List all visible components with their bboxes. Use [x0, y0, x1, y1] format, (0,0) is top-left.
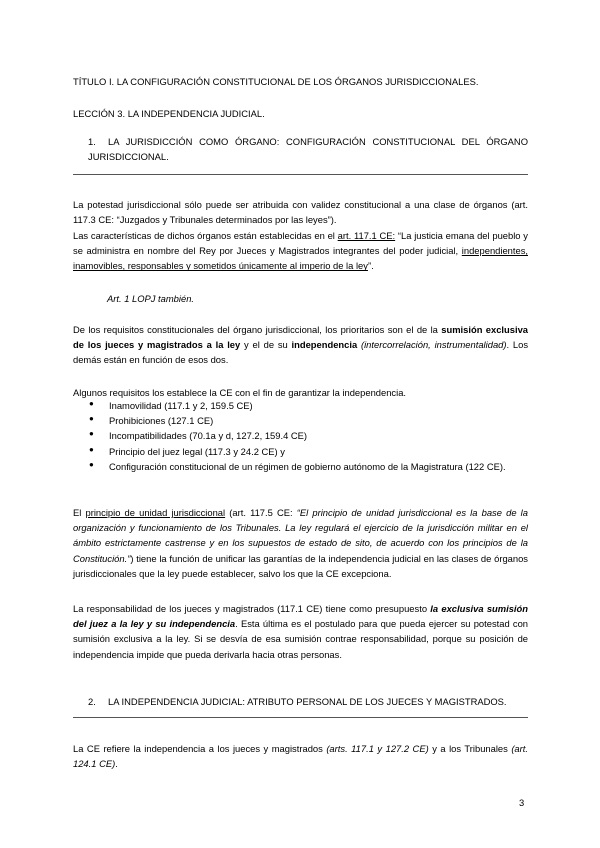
- section-2-divider: [73, 717, 528, 718]
- paragraph-algunos-requisitos: Algunos requisitos los establece la CE con el fin de garantizar la independencia.: [73, 387, 407, 398]
- lesson-heading: LECCIÓN 3. LA INDEPENDENCIA JUDICIAL.: [73, 108, 265, 119]
- document-title: TÍTULO I. LA CONFIGURACIÓN CONSTITUCIONAL DE LOS ÓRGANOS JURISDICCIONALES.: [73, 76, 479, 87]
- art-117-1-link[interactable]: art. 117.1 CE:: [337, 230, 396, 241]
- p6-underlined: principio de unidad jurisdiccional: [85, 507, 226, 518]
- p6-text-c: ) tiene la función de unificar las garantías de la independencia judicial en las clases de órganos jurisdiccionales que la ley puede establecer, salvo los que la CE excepciona.: [73, 552, 528, 579]
- paragraph-potestad: La potestad jurisdiccional sólo puede ser atribuida con validez constitucional a una clase de órganos (art. 117.3 CE: “Juzgados y Tribunales determinados por las leyes”).: [73, 199, 528, 226]
- p2-text-a: Las características de dichos órganos están establecidas en el: [73, 230, 338, 241]
- paragraph-responsabilidad: [73, 601, 528, 662]
- paragraph-requisitos: [73, 322, 528, 368]
- p8-text-b: y a los Tribunales: [428, 743, 512, 754]
- paragraph-unidad-jurisdiccional: [73, 505, 528, 581]
- p6-italic-quote: “El principio de unidad jurisdiccional es la base de la organización y funcionamiento de los Tribunales. La ley regulará el ejercicio de la jurisdicción militar en el ámbito estrictamente castrense y en los supuestos de estado de sito, de acuerdo con los principios de la Constitución.”: [73, 507, 528, 564]
- p6-text-b: (art. 117.5 CE:: [225, 507, 297, 518]
- section-1-number: 1.: [88, 136, 96, 147]
- p8-italic-2: (art. 124.1 CE): [73, 743, 528, 770]
- list-item: ● Configuración constitucional de un régimen de gobierno autónomo de la Magistratura (122 CE).: [89, 459, 529, 474]
- list-item: ● Inamovilidad (117.1 y 2, 159.5 CE): [89, 398, 529, 413]
- p4-italic: (intercorrelación, instrumentalidad): [360, 339, 507, 351]
- p4-text-d: . Los demás están en función de esos dos.: [73, 339, 529, 366]
- p7-bold-italic: la exclusiva sumisión del juez a la ley y su independencia: [73, 603, 528, 630]
- p6-text-a: El: [73, 507, 86, 518]
- note-lopj: Art. 1 LOPJ también.: [107, 293, 195, 304]
- p4-text-b: y el de su: [240, 339, 292, 351]
- paragraph-ce-refiere: [73, 741, 528, 771]
- p4-text-a: De los requisitos constitucionales del órgano jurisdiccional, los prioritarios son el de la: [73, 324, 442, 335]
- section-2-number: 2.: [88, 696, 96, 707]
- p8-text-c: .: [115, 758, 118, 770]
- section-1-heading: [88, 134, 528, 164]
- section-2-title: LA INDEPENDENCIA JUDICIAL: ATRIBUTO PERSONAL DE LOS JUECES Y MAGISTRADOS.: [108, 696, 507, 707]
- section-2-heading: [88, 694, 528, 709]
- section-1-title: LA JURISDICCIÓN COMO ÓRGANO: CONFIGURACIÓN CONSTITUCIONAL DEL ÓRGANO JURISDICCIONAL.: [88, 136, 528, 163]
- p4-bold-sumision: sumisión exclusiva de los jueces y magistrados a la ley: [73, 324, 528, 351]
- p4-bold-independencia: independencia: [291, 339, 358, 351]
- paragraph-caracteristicas: [73, 228, 528, 274]
- p8-italic-1: (arts. 117.1 y 127.2 CE): [326, 743, 429, 754]
- section-1-divider: [73, 174, 528, 175]
- requirements-list: [89, 398, 529, 474]
- p7-text-b: . Esta última es el postulado para que pueda ejercer su potestad con sumisión exclusiva a la ley. Si se desvía de esa sumisión contrae responsabilidad, porque su posición de independencia impide que pueda derivarla hacia otras personas.: [73, 618, 528, 660]
- list-item: ● Principio del juez legal (117.3 y 24.2 CE) y: [89, 444, 529, 459]
- p2-text-b: “La justicia emana del pueblo y se administra en nombre del Rey por Jueces y Magistrados integrantes del poder judicial,: [73, 230, 528, 257]
- p7-text-a: La responsabilidad de los jueces y magistrados (117.1 CE) tiene como presupuesto: [73, 603, 431, 614]
- list-item: ● Prohibiciones (127.1 CE): [89, 413, 529, 428]
- page-number: 3: [519, 797, 525, 808]
- list-item: ● Incompatibilidades (70.1a y d, 127.2, 159.4 CE): [89, 428, 529, 443]
- p2-text-c: ”.: [367, 260, 374, 272]
- p2-underlined: independientes, inamovibles, responsables y sometidos únicamente al imperio de la ley: [73, 245, 528, 272]
- p8-text-a: La CE refiere la independencia a los jueces y magistrados: [73, 743, 327, 754]
